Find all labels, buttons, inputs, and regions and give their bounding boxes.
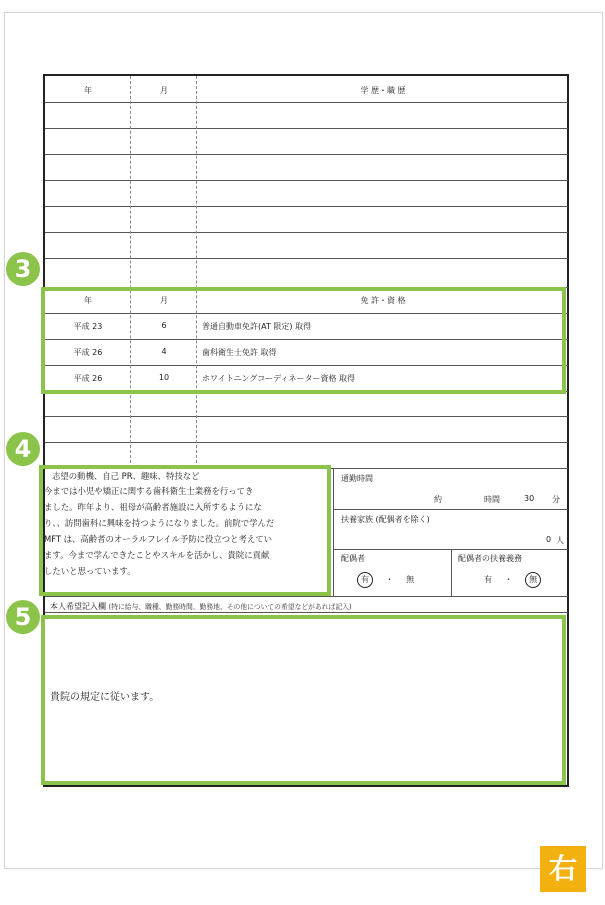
row-divider bbox=[45, 287, 568, 288]
dependents-count: 0 bbox=[546, 535, 552, 544]
license-row-text: ホワイトニングコーディネーター資格 取得 bbox=[202, 374, 356, 383]
row-divider bbox=[45, 102, 568, 103]
license-row-text: 普通自動車免許(AT 限定) 取得 bbox=[202, 322, 312, 331]
motivation-line: 今までは小児や矯正に関する歯科衛生士業務を行ってき bbox=[44, 486, 254, 496]
row-divider bbox=[45, 154, 568, 155]
spouse-support-no-circled: 無 bbox=[525, 572, 541, 588]
row-divider bbox=[45, 180, 568, 181]
row-divider bbox=[45, 232, 568, 233]
motivation-line: り、、訪問歯科に興味を持つようになりました。前院で学んだ bbox=[44, 518, 275, 528]
motivation-title: 志望の動機、自己 PR、趣味、特技など bbox=[52, 471, 200, 481]
row-divider bbox=[45, 442, 568, 443]
spouse-label: 配偶者 bbox=[341, 554, 365, 563]
motivation-line: MFT は、高齢者のオーラルフレイル予防に役立つと考えてい bbox=[44, 534, 273, 544]
step-3-badge: 3 bbox=[6, 252, 40, 286]
section-divider bbox=[333, 468, 334, 596]
motivation-line: ました。昨年より、祖母が高齢者施設に入所するようにな bbox=[44, 502, 262, 512]
license-header-title: 免 許・資 格 bbox=[360, 296, 406, 305]
license-row-month: 6 bbox=[161, 321, 167, 330]
row-divider bbox=[45, 258, 568, 259]
row-divider bbox=[45, 612, 568, 613]
edu-header-title: 学 歴・職 歴 bbox=[360, 86, 406, 95]
commute-about: 約 bbox=[434, 495, 442, 504]
edu-header-year: 年 bbox=[84, 86, 92, 95]
spouse-choice bbox=[357, 572, 414, 588]
license-row-year: 平成 26 bbox=[73, 374, 103, 383]
row-divider bbox=[45, 391, 568, 392]
license-header-year: 年 bbox=[84, 296, 92, 305]
section-divider bbox=[451, 549, 452, 596]
row-divider bbox=[45, 365, 568, 366]
wishes-label bbox=[50, 601, 352, 612]
license-row-year: 平成 23 bbox=[73, 322, 103, 331]
row-divider bbox=[334, 509, 568, 510]
motivation-line: したいと思っています。 bbox=[44, 566, 136, 576]
license-row-text: 歯科衛生士免許 取得 bbox=[202, 348, 277, 357]
dependents-unit: 人 bbox=[556, 536, 564, 545]
col-divider-month bbox=[196, 76, 197, 468]
spouse-support-choice bbox=[484, 572, 541, 588]
commute-minutes: 30 bbox=[524, 494, 535, 503]
spouse-no: 無 bbox=[406, 575, 415, 584]
license-row-month: 4 bbox=[161, 347, 167, 356]
spouse-support-yes: 有 bbox=[484, 575, 492, 584]
row-divider bbox=[45, 416, 568, 417]
spouse-yes-circled: 有 bbox=[357, 572, 373, 588]
license-row-year: 平成 26 bbox=[73, 348, 103, 357]
motivation-line: ます。今まで学んできたことやスキルを活かし、貴院に貢献 bbox=[44, 550, 270, 560]
license-header-month: 月 bbox=[160, 296, 168, 305]
right-page-tag: 右 bbox=[540, 846, 586, 892]
spouse-support-separator: ・ bbox=[504, 575, 513, 584]
row-divider bbox=[45, 339, 568, 340]
license-row-month: 10 bbox=[158, 373, 170, 382]
commute-hours-unit: 時間 bbox=[484, 495, 500, 504]
step-4-badge: 4 bbox=[6, 432, 40, 466]
col-divider-year bbox=[130, 76, 131, 468]
row-divider bbox=[45, 313, 568, 314]
wishes-label-text: 本人希望記入欄 bbox=[50, 602, 106, 611]
row-divider bbox=[45, 596, 568, 597]
row-divider bbox=[45, 128, 568, 129]
edu-header-month: 月 bbox=[160, 86, 168, 95]
dependents-label: 扶養家族 (配偶者を除く) bbox=[341, 515, 430, 524]
step-5-badge: 5 bbox=[6, 600, 40, 634]
wishes-note: (特に給与、職種、勤務時間、勤務地、その他についての希望などがあれば記入) bbox=[108, 603, 352, 611]
row-divider bbox=[45, 206, 568, 207]
spouse-separator: ・ bbox=[385, 575, 394, 584]
wishes-text: 貴院の規定に従います。 bbox=[50, 692, 160, 703]
spouse-support-label: 配偶者の扶養義務 bbox=[458, 554, 522, 563]
commute-label: 通勤時間 bbox=[341, 474, 373, 483]
commute-minutes-unit: 分 bbox=[552, 495, 560, 504]
